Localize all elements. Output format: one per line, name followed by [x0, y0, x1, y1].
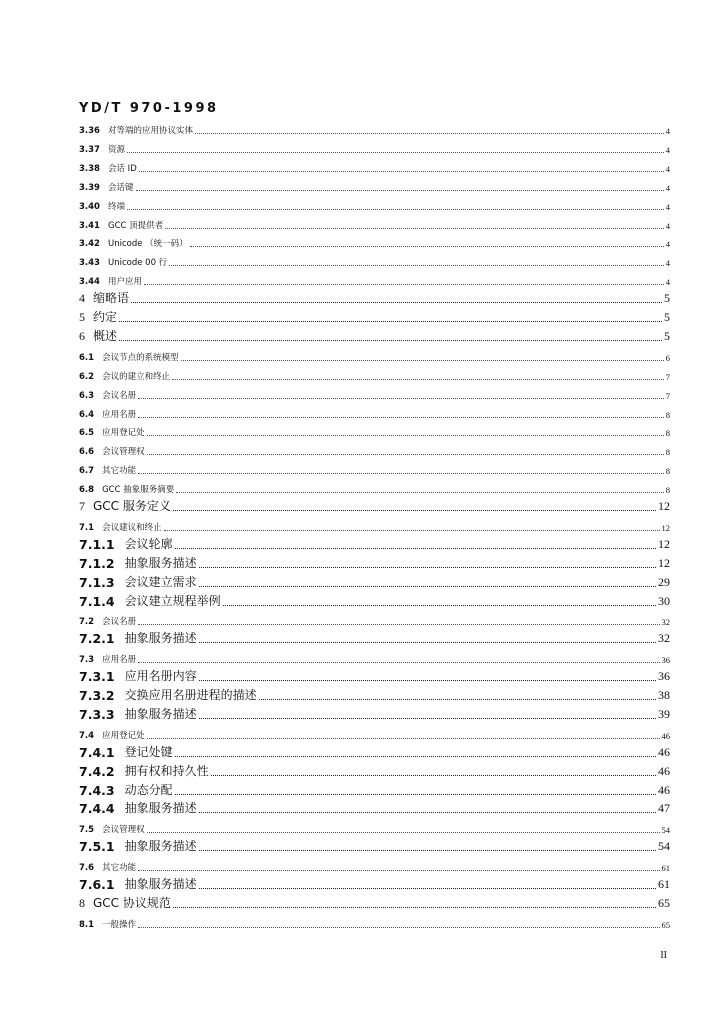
toc-entry — [79, 576, 670, 590]
toc-entry — [79, 670, 670, 684]
toc-entry-title: 应用登记处 — [102, 730, 145, 741]
toc-entry-page: 5 — [664, 328, 670, 343]
toc-entry-page: 5 — [664, 291, 670, 306]
page-number: II — [660, 950, 667, 961]
toc-entry-title: GCC 服务定义 — [93, 499, 171, 513]
toc-dot-leader — [127, 209, 664, 210]
toc-entry — [79, 746, 670, 760]
toc-entry-title: 应用名册 — [102, 655, 137, 666]
toc-entry-number: 3.37 — [79, 144, 100, 155]
toc-dot-leader — [138, 662, 659, 663]
toc-entry-number: 7.1.1 — [79, 536, 115, 552]
document-header: YD/T 970-1998 — [79, 101, 219, 116]
toc-entry-number: 3.36 — [79, 126, 100, 136]
toc-entry — [79, 651, 670, 665]
toc-entry-number: 7 — [79, 499, 85, 513]
toc-entry-number: 7.2.1 — [79, 631, 115, 647]
toc-entry-title: 应用登记处 — [102, 428, 145, 439]
toc-entry-page: 38 — [658, 688, 670, 702]
toc-entry-title: 会议建议和终止 — [102, 522, 162, 533]
toc-dot-leader — [138, 417, 664, 418]
toc-dot-leader — [211, 775, 656, 776]
toc-entry-number: 6.4 — [79, 409, 95, 420]
toc-entry-page: 12 — [658, 499, 670, 513]
toc-dot-leader — [138, 624, 659, 625]
toc-entry-title: 会议建立需求 — [124, 574, 197, 589]
toc-dot-leader — [175, 548, 656, 549]
toc-entry-number: 7.3 — [79, 655, 95, 666]
toc-dot-leader — [138, 473, 664, 474]
toc-dot-leader — [138, 870, 659, 871]
toc-entry — [79, 462, 670, 476]
toc-entry-title: 会议管理权 — [102, 825, 145, 836]
toc-entry-number: 7.4.1 — [79, 744, 115, 760]
toc-entry-title: 会议轮廓 — [124, 536, 173, 551]
toc-entry-title: 动态分配 — [124, 782, 173, 797]
toc-dot-leader — [169, 265, 664, 266]
toc-entry-number: 7.1 — [79, 522, 95, 533]
toc-entry — [79, 349, 670, 363]
toc-dot-leader — [199, 680, 656, 681]
toc-entry-number: 6.8 — [79, 485, 95, 496]
toc-entry-title: 抽象服务描述 — [124, 555, 197, 570]
toc-entry-page: 6 — [665, 352, 670, 363]
toc-dot-leader — [147, 454, 664, 455]
toc-entry-title: 其它功能 — [102, 466, 137, 477]
toc-dot-leader — [136, 190, 664, 191]
toc-entry-title: 一般操作 — [102, 919, 137, 930]
toc-entry — [79, 273, 670, 287]
toc-entry-page: 54 — [658, 839, 670, 854]
toc-entry-page: 54 — [661, 825, 670, 836]
toc-entry-title: 对等端的应用协议实体 — [107, 126, 193, 136]
toc-entry-title: 登记处键 — [124, 744, 173, 759]
toc-entry — [79, 443, 670, 457]
toc-entry-number: 7.1.4 — [79, 593, 115, 609]
toc-entry-number: 5 — [79, 310, 85, 324]
toc-entry — [79, 708, 670, 722]
toc-entry-page: 8 — [665, 428, 670, 439]
toc-dot-leader — [147, 738, 660, 739]
toc-entry-page: 4 — [665, 163, 670, 174]
toc-entry-page: 4 — [665, 258, 670, 269]
toc-entry — [79, 481, 670, 495]
toc-entry-number: 7.4.4 — [79, 801, 115, 817]
toc-entry-page: 7 — [665, 371, 670, 382]
toc-dot-leader — [127, 152, 664, 153]
toc-entry — [79, 859, 670, 873]
toc-dot-leader — [139, 171, 664, 172]
toc-entry-page: 36 — [661, 655, 670, 666]
toc-entry — [79, 784, 670, 798]
toc-entry-title: Unicode 00 行 — [107, 258, 168, 269]
toc-dot-leader — [176, 492, 664, 493]
toc-dot-leader — [144, 284, 664, 285]
toc-entry-page: 12 — [658, 536, 670, 551]
toc-entry-page: 39 — [658, 706, 670, 721]
toc-entry-title: 会议的建立和终止 — [102, 371, 171, 382]
toc-entry-page: 65 — [658, 895, 670, 910]
toc-entry-number: 7.1.2 — [79, 555, 115, 571]
toc-dot-leader — [181, 360, 664, 361]
toc-entry-page: 8 — [665, 485, 670, 496]
toc-entry-page: 4 — [665, 277, 670, 288]
toc-entry-page: 46 — [658, 744, 670, 759]
toc-entry-page: 8 — [665, 409, 670, 420]
toc-dot-leader — [199, 812, 656, 813]
toc-dot-leader — [199, 850, 656, 851]
toc-entry-page: 5 — [664, 310, 670, 324]
toc-entry-page: 4 — [665, 126, 670, 136]
toc-entry-title: 会议建立规程举例 — [124, 593, 221, 608]
toc-entry-title: 其它功能 — [102, 863, 137, 874]
toc-entry-number: 3.39 — [79, 182, 100, 193]
toc-entry — [79, 500, 670, 514]
toc-dot-leader — [119, 340, 662, 341]
toc-entry-page: 32 — [661, 617, 670, 628]
toc-dot-leader — [119, 321, 662, 322]
toc-dot-leader — [138, 398, 664, 399]
toc-entry-title: GCC 协议规范 — [93, 895, 171, 910]
toc-entry-page: 12 — [661, 522, 670, 533]
toc-entry-title: 会议管理权 — [102, 447, 145, 458]
toc-dot-leader — [223, 605, 656, 606]
toc-dot-leader — [190, 246, 664, 247]
toc-entry — [79, 632, 670, 646]
toc-entry-page: 8 — [665, 466, 670, 477]
toc-entry-title: 用户应用 — [107, 277, 142, 288]
toc-dot-leader — [173, 510, 656, 511]
toc-dot-leader — [138, 927, 659, 928]
toc-entry-title: 概述 — [93, 328, 118, 343]
toc-entry-page: 36 — [658, 669, 670, 684]
toc-entry — [79, 160, 670, 174]
toc-entry-page: 4 — [665, 144, 670, 155]
toc-entry-page: 61 — [658, 877, 670, 891]
toc-entry-number: 6.1 — [79, 352, 95, 363]
toc-entry-title: 应用名册内容 — [124, 669, 197, 684]
toc-entry-page: 46 — [658, 763, 670, 778]
toc-entry — [79, 198, 670, 212]
toc-dot-leader — [199, 888, 656, 889]
toc-entry-number: 7.4.3 — [79, 782, 115, 798]
toc-entry — [79, 424, 670, 438]
toc-entry-number: 7.5 — [79, 825, 95, 836]
toc-entry — [79, 217, 670, 231]
toc-entry — [79, 613, 670, 627]
toc-entry-number: 3.42 — [79, 239, 100, 250]
toc-entry-number: 3.44 — [79, 277, 100, 288]
toc-entry-page: 4 — [665, 201, 670, 212]
toc-entry — [79, 311, 670, 325]
toc-entry-page: 47 — [658, 801, 670, 816]
toc-entry-title: 抽象服务描述 — [124, 877, 197, 891]
toc-entry-number: 7.6 — [79, 863, 95, 874]
toc-entry-number: 3.38 — [79, 163, 100, 174]
toc-dot-leader — [199, 586, 656, 587]
toc-dot-leader — [175, 756, 656, 757]
toc-entry — [79, 916, 670, 930]
toc-entry-page: 4 — [665, 239, 670, 250]
toc-entry-title: GCC 抽象服务摘要 — [102, 485, 175, 496]
toc-entry — [79, 387, 670, 401]
toc-entry — [79, 557, 670, 571]
toc-entry — [79, 727, 670, 741]
toc-dot-leader — [172, 379, 664, 380]
toc-entry-title: GCC 顶提供者 — [107, 220, 164, 231]
toc-entry-page: 46 — [661, 730, 670, 741]
toc-entry-page: 4 — [665, 182, 670, 193]
toc-dot-leader — [199, 642, 656, 643]
toc-entry-number: 6.5 — [79, 428, 95, 439]
toc-entry — [79, 765, 670, 779]
toc-entry-number: 8 — [79, 895, 85, 910]
toc-entry-title: 会议名册 — [102, 617, 137, 628]
toc-entry-title: 拥有权和持久性 — [124, 763, 209, 778]
toc-entry — [79, 689, 670, 703]
toc-entry-title: 抽象服务描述 — [124, 839, 197, 854]
toc-entry — [79, 538, 670, 552]
toc-entry — [79, 330, 670, 344]
toc-entry-page: 4 — [665, 220, 670, 231]
toc-entry-title: 会话 ID — [107, 163, 137, 174]
toc-entry-title: 抽象服务描述 — [124, 801, 197, 816]
toc-entry — [79, 878, 670, 892]
toc-dot-leader — [164, 530, 660, 531]
toc-entry-number: 7.3.2 — [79, 688, 115, 703]
toc-dot-leader — [259, 699, 656, 700]
toc-entry-number: 6.3 — [79, 390, 95, 401]
toc-entry-number: 7.3.1 — [79, 669, 115, 685]
toc-entry — [79, 897, 670, 911]
toc-entry-page: 12 — [658, 555, 670, 570]
toc-entry-page: 7 — [665, 390, 670, 401]
toc-entry — [79, 141, 670, 155]
toc-entry-page: 46 — [658, 782, 670, 797]
toc-entry-title: 终端 — [107, 201, 125, 212]
toc-dot-leader — [199, 567, 656, 568]
toc-entry-page: 32 — [658, 631, 670, 646]
toc-entry — [79, 254, 670, 268]
toc-entry-title: 会议节点的系统模型 — [102, 352, 179, 363]
toc-dot-leader — [173, 907, 656, 908]
toc-entry-title: 会话键 — [107, 182, 134, 193]
toc-entry-number: 3.41 — [79, 220, 100, 231]
toc-entry-page: 65 — [661, 919, 670, 930]
toc-entry — [79, 235, 670, 249]
toc-entry — [79, 821, 670, 835]
toc-dot-leader — [131, 302, 662, 303]
toc-entry-title: 应用名册 — [102, 409, 137, 420]
toc-entry — [79, 802, 670, 816]
toc-entry-page: 8 — [665, 447, 670, 458]
toc-entry-title: 交换应用名册进程的描述 — [124, 688, 257, 702]
toc-entry-number: 7.4 — [79, 730, 95, 741]
toc-dot-leader — [195, 133, 664, 134]
toc-entry-number: 7.1.3 — [79, 574, 115, 590]
toc-entry — [79, 179, 670, 193]
toc-entry-number: 8.1 — [79, 919, 95, 930]
toc-entry-number: 6 — [79, 328, 85, 343]
toc-entry-title: 资源 — [107, 144, 125, 155]
toc-entry-number: 7.6.1 — [79, 877, 115, 892]
toc-entry-title: 抽象服务描述 — [124, 631, 197, 646]
toc-entry-number: 6.6 — [79, 447, 95, 458]
toc-entry-number: 3.40 — [79, 201, 100, 212]
toc-entry — [79, 406, 670, 420]
toc-entry — [79, 292, 670, 306]
toc-dot-leader — [147, 832, 660, 833]
toc-entry-page: 61 — [661, 863, 670, 874]
toc-entry-number: 7.5.1 — [79, 839, 115, 855]
toc-dot-leader — [147, 435, 664, 436]
toc-entry — [79, 595, 670, 609]
toc-entry-number: 7.3.3 — [79, 706, 115, 722]
toc-dot-leader — [165, 228, 664, 229]
toc-entry-number: 7.4.2 — [79, 763, 115, 779]
toc-entry-title: 会议名册 — [102, 390, 137, 401]
toc-entry-page: 29 — [658, 574, 670, 589]
toc-entry-title: Unicode （统一码） — [107, 239, 188, 250]
toc-entry-title: 缩略语 — [93, 291, 130, 306]
toc-entry-number: 6.2 — [79, 371, 95, 382]
toc-entry-number: 7.2 — [79, 617, 95, 628]
toc-entry-title: 抽象服务描述 — [124, 706, 197, 721]
toc-entry-number: 3.43 — [79, 258, 100, 269]
toc-entry-title: 约定 — [93, 310, 118, 324]
toc-entry-page: 30 — [658, 593, 670, 608]
toc-entry-number: 6.7 — [79, 466, 95, 477]
toc-entry-number: 4 — [79, 291, 85, 306]
toc-entry — [79, 368, 670, 382]
toc-entry — [79, 519, 670, 533]
toc-dot-leader — [175, 794, 656, 795]
toc-dot-leader — [199, 718, 656, 719]
toc-entry — [79, 840, 670, 854]
toc-entry — [79, 122, 670, 136]
